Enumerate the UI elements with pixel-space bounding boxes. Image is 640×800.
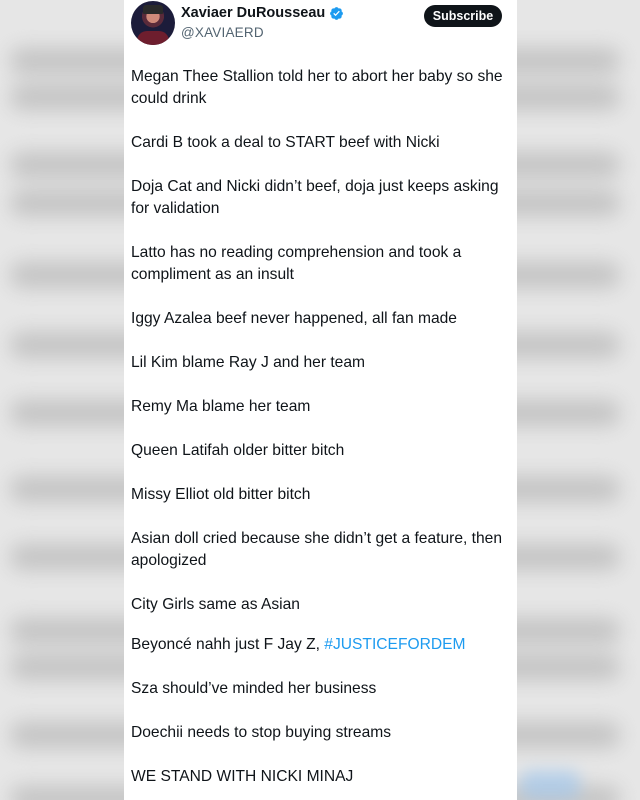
name-row — [181, 5, 344, 21]
tweet-paragraph — [131, 722, 511, 744]
tweet-paragraph — [131, 242, 511, 286]
tweet-paragraph-text: Doechii needs to stop buying streams — [131, 724, 392, 741]
tweet-body — [131, 66, 511, 788]
tweet-paragraph-text: Megan Thee Stallion told her to abort her baby so she could drink — [131, 68, 503, 107]
tweet-paragraph-text: Beyoncé nahh just F Jay Z, — [131, 636, 325, 653]
author-display-name[interactable]: Xaviaer DuRousseau — [181, 5, 326, 21]
tweet-paragraph-text: WE STAND WITH NICKI MINAJ — [131, 768, 354, 785]
tweet-paragraph-text: Missy Elliot old bitter bitch — [131, 486, 311, 503]
tweet-paragraph-text: Asian doll cried because she didn’t get a feature, then apologized — [131, 530, 503, 569]
subscribe-button[interactable]: Subscribe — [424, 5, 502, 27]
hashtag-link[interactable]: #JUSTICEFORDEM — [324, 636, 466, 653]
tweet-paragraph — [131, 594, 511, 616]
tweet-paragraph-text: Doja Cat and Nicki didn’t beef, doja just keeps asking for validation — [131, 178, 499, 217]
verified-badge-icon — [329, 6, 344, 21]
tweet-paragraph — [131, 352, 511, 374]
avatar-shirt-detail — [137, 31, 169, 45]
tweet-paragraph — [131, 634, 511, 656]
tweet-header — [124, 0, 517, 52]
tweet-paragraph — [131, 440, 511, 462]
tweet-paragraph-text: Iggy Azalea beef never happened, all fan made — [131, 310, 457, 327]
tweet-paragraph — [131, 132, 511, 154]
tweet-paragraph-text: Cardi B took a deal to START beef with Nicki — [131, 134, 440, 151]
tweet-paragraph — [131, 484, 511, 506]
blurred-background-accent — [520, 770, 580, 800]
avatar-hat-detail — [143, 5, 163, 14]
tweet-paragraph-text: City Girls same as Asian — [131, 596, 300, 613]
tweet-paragraph — [131, 66, 511, 110]
tweet-paragraph — [131, 396, 511, 418]
tweet-paragraph — [131, 766, 511, 788]
tweet-paragraph — [131, 176, 511, 220]
tweet-paragraph-text: Latto has no reading comprehension and took a compliment as an insult — [131, 244, 462, 283]
tweet-card — [124, 0, 517, 800]
tweet-paragraph-text: Sza should’ve minded her business — [131, 680, 377, 697]
tweet-paragraph — [131, 528, 511, 572]
tweet-paragraph — [131, 678, 511, 700]
tweet-paragraph-text: Queen Latifah older bitter bitch — [131, 442, 345, 459]
tweet-paragraph-text: Lil Kim blame Ray J and her team — [131, 354, 366, 371]
tweet-paragraph — [131, 308, 511, 330]
avatar[interactable] — [131, 1, 175, 45]
author-handle[interactable]: @XAVIAERD — [181, 25, 264, 40]
tweet-paragraph-text: Remy Ma blame her team — [131, 398, 311, 415]
